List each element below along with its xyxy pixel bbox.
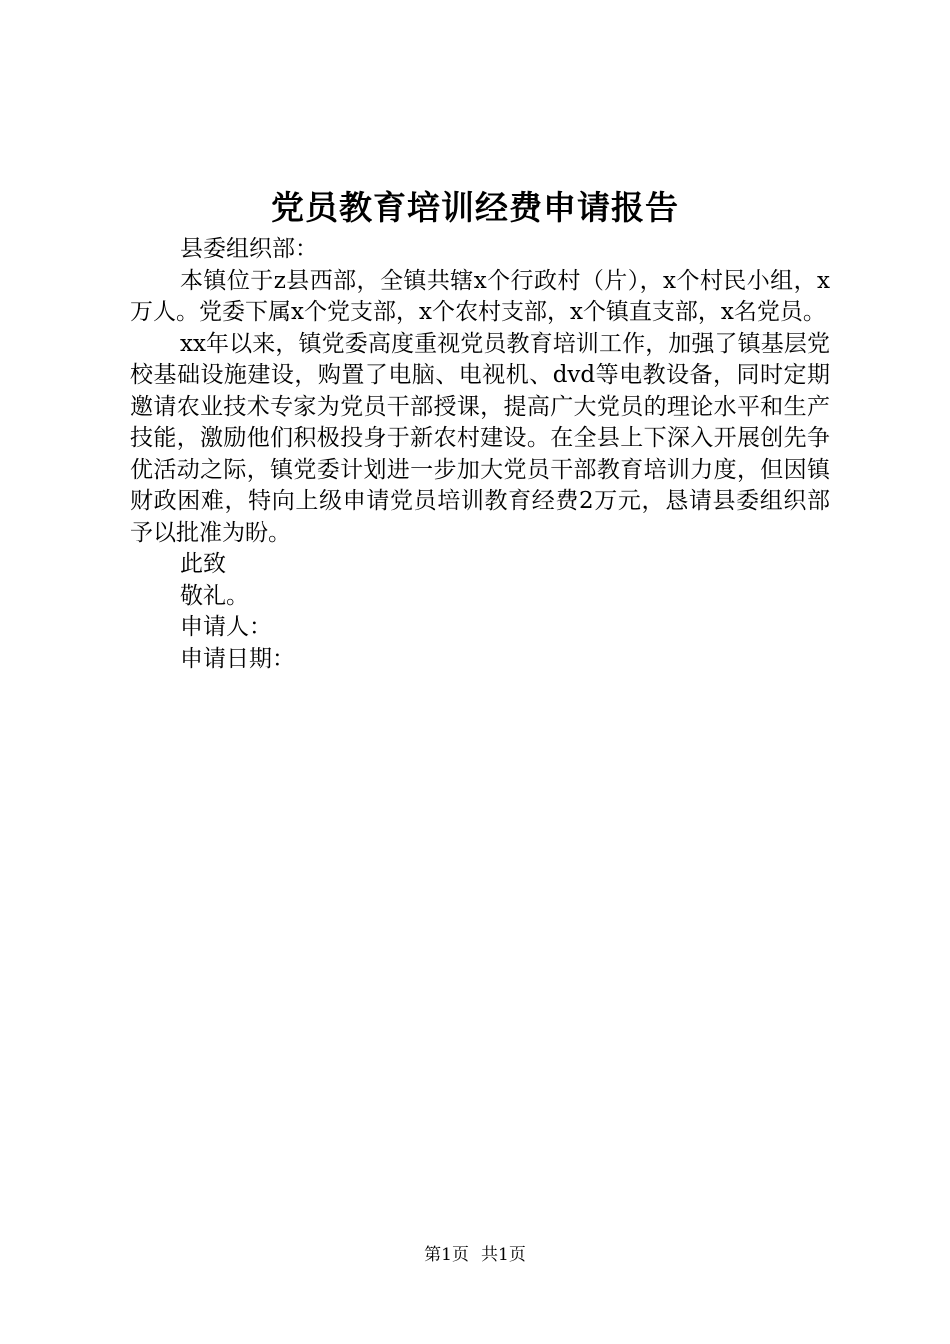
closing-line-1: 此致 [180, 551, 226, 577]
paragraph-request: xx年以来，镇党委高度重视党员教育培训工作，加强了镇基层党校基础设施建设，购置了电脑、电视机、dvd等电教设备，同时定期邀请农业技术专家为党员干部授课，提高广大党员的理论水平和生产技能，激励他们积极投身于新农村建设。在全县上下深入开展创先争优活动之际，镇党委计划进一步加大党员干部教育培训力度，但因镇财政困难，特向上级申请党员培训教育经费2万元，恳请县委组织部予以批准为盼。 [130, 330, 830, 546]
paragraph-intro: 本镇位于z县西部，全镇共辖x个行政村（片），x个村民小组，x万人。党委下属x个党支部，x个农村支部，x个镇直支部，x名党员。 [130, 267, 830, 325]
document-title: 党员教育培训经费申请报告 [271, 188, 679, 227]
document-body [130, 234, 830, 675]
date-label: 申请日期： [180, 645, 295, 672]
closing-line-2: 敬礼。 [180, 582, 249, 609]
applicant-label: 申请人： [180, 614, 272, 640]
page-number-current: 第1页 [424, 1245, 469, 1265]
page-number-total: 共1页 [481, 1245, 526, 1265]
page-footer [0, 1243, 950, 1267]
salutation: 县委组织部： [180, 236, 318, 262]
